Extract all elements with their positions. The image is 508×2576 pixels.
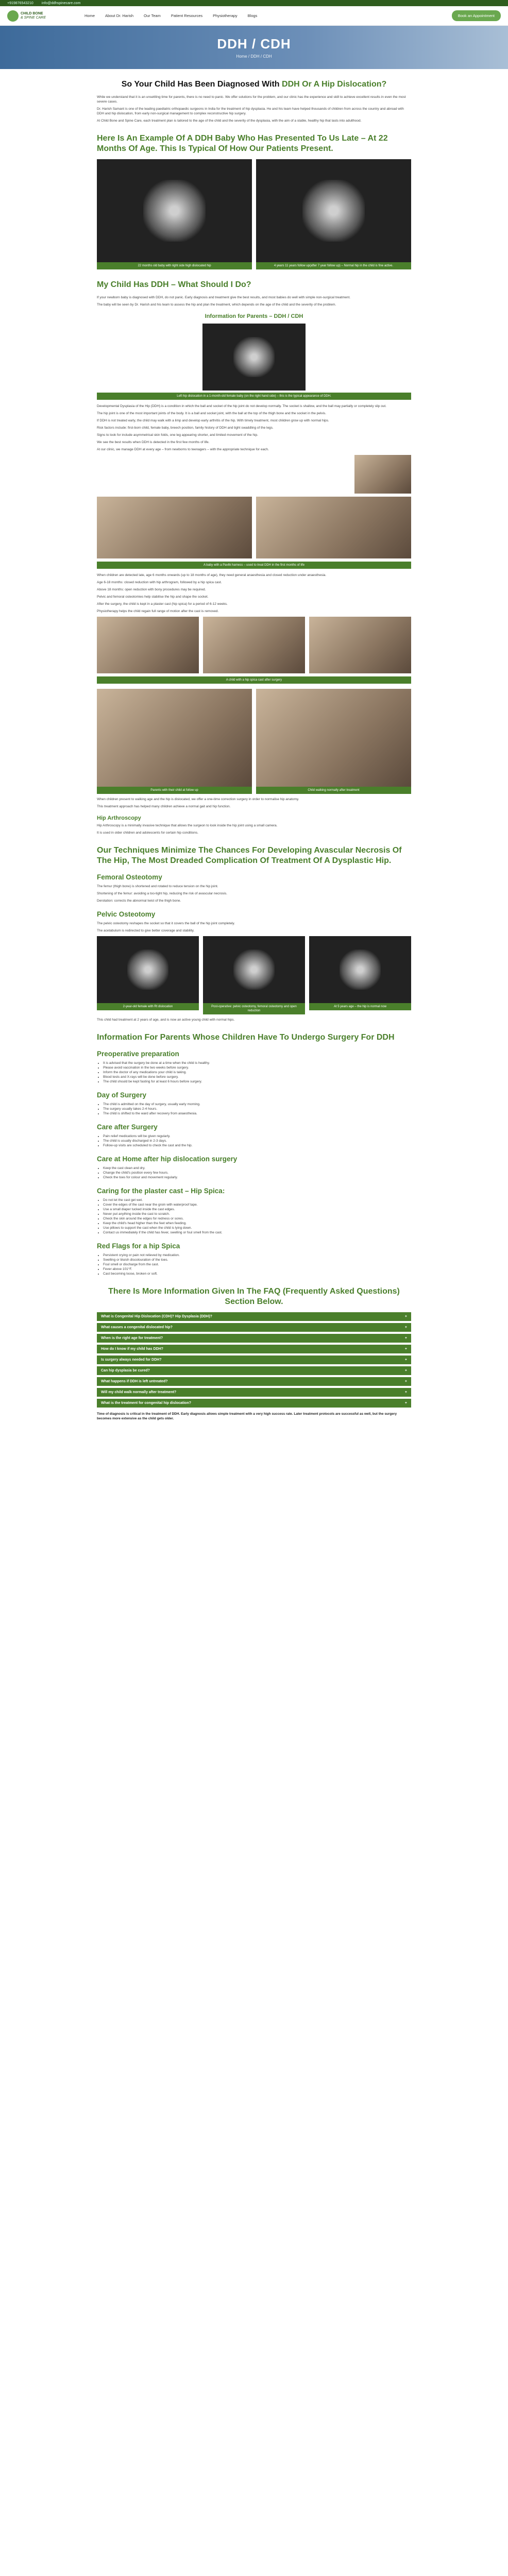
- care-after-list: [97, 1134, 411, 1148]
- arthroscopy-paragraph-1: Hip Arthroscopy is a minimally invasive technique that allows the surgeon to look inside the hip joint using a small camera.: [97, 824, 278, 827]
- plus-icon: +: [404, 1315, 407, 1318]
- baby-photo: [354, 455, 411, 494]
- arthroscopy-paragraph-2: It is used in older children and adolescents for certain hip conditions.: [97, 831, 198, 835]
- page-title: DDH / CDH: [217, 36, 291, 52]
- late-paragraph-5: After the surgery, the child is kept in a plaster cast (hip spica) for a period of 6-12 weeks.: [97, 602, 228, 606]
- example-heading: Here Is An Example Of A DDH Baby Who Has Presented To Us Late – At 22 Months Of Age. This Is Typical Of How Our Patients Present.: [97, 134, 388, 153]
- logo-mark-icon: [7, 10, 19, 22]
- list-item: • Use pillows to support the cast when the child is lying down.: [103, 1226, 411, 1230]
- list-item: • Contact us immediately if the child has fever, swelling or foul smell from the cast.: [103, 1230, 411, 1235]
- list-item: • Keep the child's head higher than the feet when feeding.: [103, 1221, 411, 1226]
- pelvic-paragraph-2: The acetabulum is redirected to give better coverage and stability.: [97, 929, 195, 933]
- care-after-heading: Care after Surgery: [97, 1123, 158, 1131]
- xray-pelvic-2: [203, 936, 305, 1003]
- followup-photo-1: [97, 689, 252, 787]
- logo-line-1: CHILD BONE: [21, 11, 43, 15]
- info-parents-heading: Information for Parents – DDH / CDH: [205, 313, 303, 319]
- main-nav: [0, 6, 508, 26]
- list-item: • The child is admitted on the day of surgery, usually early morning.: [103, 1102, 411, 1107]
- logo-line-2: & SPINE CARE: [21, 15, 46, 20]
- cast-care-list: [97, 1198, 411, 1235]
- walking-paragraph-1: When children present to walking age and the hip is dislocated, we offer a one-time correction surgery in order to normalise hip anatomy.: [97, 798, 299, 801]
- red-flags-list: [97, 1253, 411, 1276]
- late-paragraph-2: Age 6-18 months: closed reduction with hip arthrogram, followed by a hip spica cast.: [97, 581, 222, 584]
- list-item: • The child is usually discharged in 2-3 days.: [103, 1139, 411, 1143]
- plus-icon: +: [404, 1401, 407, 1405]
- list-item: • Pain relief medications will be given regularly.: [103, 1134, 411, 1139]
- xray-caption-infant: Left hip dislocation in a 1-month-old female baby (on the right hand side) – this is the typical appearance of DDH.: [97, 393, 411, 400]
- plus-icon: +: [404, 1369, 407, 1372]
- faq-item[interactable]: Will my child walk normally after treatment? +: [97, 1388, 411, 1397]
- faq-list: [97, 1312, 411, 1408]
- day-of-surgery-list: [97, 1102, 411, 1116]
- xray-pelvic-3: [309, 936, 411, 1003]
- care-home-heading: Care at Home after hip dislocation surgery: [97, 1155, 238, 1163]
- nav-item-physio[interactable]: Physiotherapy: [213, 13, 238, 18]
- preop-list: [97, 1061, 411, 1084]
- late-paragraph-1: When children are detected late, age 6 months onwards (up to 18 months of age), they need general anaesthesia and closed reduction under anaesthesia.: [97, 573, 327, 577]
- cast-care-heading: Caring for the plaster cast – Hip Spica:: [97, 1187, 225, 1195]
- list-item: • Please avoid vaccination in the two weeks before surgery.: [103, 1065, 411, 1070]
- nav-item-resources[interactable]: Patient Resources: [171, 13, 203, 18]
- phone-link[interactable]: +919876543210: [7, 1, 33, 5]
- xray-pelvic-caption-3: At 5 years age – the hip is normal now: [309, 1003, 411, 1010]
- xray-image-before: [97, 159, 252, 262]
- pelvic-result-paragraph: This child had treatment at 2 years of age, and is now an active young child with normal hips.: [97, 1018, 235, 1022]
- xray-image-after: [256, 159, 411, 262]
- nav-menu: [84, 13, 257, 18]
- day-of-surgery-heading: Day of Surgery: [97, 1091, 147, 1099]
- faq-heading: There Is More Information Given In The FAQ (Frequently Asked Questions) Section Below.: [108, 1287, 400, 1306]
- ddh-paragraph-3: If DDH is not treated early, the child may walk with a limp and develop early arthritis of the hip. With timely treatment, most children grow up with normal hips.: [97, 419, 329, 422]
- plus-icon: +: [404, 1380, 407, 1383]
- faq-item[interactable]: What happens if DDH is left untreated? +: [97, 1377, 411, 1386]
- list-item: • Persistent crying or pain not relieved by medication.: [103, 1253, 411, 1258]
- book-appointment-button[interactable]: Book an Appointment: [452, 10, 501, 21]
- list-item: • Check the toes for colour and movement regularly.: [103, 1175, 411, 1180]
- list-item: • Never put anything inside the cast to scratch.: [103, 1212, 411, 1216]
- late-paragraph-6: Physiotherapy helps the child regain full range of motion after the cast is removed.: [97, 609, 219, 613]
- faq-item[interactable]: What is Congenital Hip Dislocation (CDH)? Hip Dysplasia (DDH)? +: [97, 1312, 411, 1321]
- list-item: • Blood tests and X-rays will be done before surgery.: [103, 1075, 411, 1079]
- preop-heading: Preoperative preparation: [97, 1050, 179, 1058]
- faq-item[interactable]: When is the right age for treatment? +: [97, 1334, 411, 1343]
- xray-caption-after: 4 years 11 years follow up(after 7 year follow up) – Normal hip in the child is fine active.: [256, 262, 411, 269]
- list-item: • Check the skin around the edges for redness or sores.: [103, 1216, 411, 1221]
- list-item: • Fever above 101°F.: [103, 1267, 411, 1272]
- faq-item[interactable]: What causes a congenital dislocated hip? +: [97, 1323, 411, 1332]
- faq-item[interactable]: Is surgery always needed for DDH? +: [97, 1355, 411, 1364]
- intro-paragraph-2: Dr. Harish Samant is one of the leading paediatric orthopaedic surgeons in India for the treatment of hip dysplasia. He and his team have helped thousands of children from across the country and abroad with DDH and hip dislocation, from early non-surgical management to complex reconstructive hip surgery.: [97, 107, 404, 115]
- xray-caption-before: 22 months old baby with right side high dislocated hip: [97, 262, 252, 269]
- ddh-paragraph-4: Risk factors include: first-born child, female baby, breech position, family history of DDH and tight swaddling of the legs.: [97, 426, 274, 430]
- faq-item[interactable]: How do I know if my child has DDH? +: [97, 1345, 411, 1353]
- breadcrumb: Home / DDH / CDH: [236, 54, 272, 59]
- surgery-photo-1: [97, 617, 199, 673]
- site-logo[interactable]: [7, 9, 64, 23]
- intro-paragraph-3: At Child Bone and Spine Care, each treatment plan is tailored to the age of the child and the severity of the dysplasia, with the aim of a stable, healthy hip that lasts into adulthood.: [97, 119, 362, 123]
- followup-photo-2: [256, 689, 411, 787]
- ddh-paragraph-7: At our clinic, we manage DDH at every age – from newborns to teenagers – with the appropriate technique for each.: [97, 448, 269, 451]
- what-to-do-paragraph-1: If your newborn baby is diagnosed with DDH, do not panic. Early diagnosis and treatment give the best results, and most babies do well with simple non-surgical treatment.: [97, 296, 351, 299]
- xray-pelvic-caption-2: Post-operative: pelvic osteotomy, femoral osteotomy and open reduction: [203, 1003, 305, 1014]
- ddh-paragraph-5: Signs to look for include asymmetrical skin folds, one leg appearing shorter, and limited movement of the hip.: [97, 433, 258, 437]
- femoral-paragraph-2: Shortening of the femur: avoiding a too-tight hip, reducing the risk of avascular necrosis.: [97, 892, 227, 895]
- late-paragraph-4: Pelvic and femoral osteotomies help stabilise the hip and shape the socket.: [97, 595, 209, 599]
- xray-image-infant: [202, 324, 306, 391]
- surgery-info-heading: Information For Parents Whose Children Have To Undergo Surgery For DDH: [97, 1033, 395, 1042]
- followup-caption-2: Child walking normally after treatment: [256, 787, 411, 794]
- faq-item[interactable]: Can hip dysplasia be cured? +: [97, 1366, 411, 1375]
- arthroscopy-heading: Hip Arthroscopy: [97, 815, 141, 821]
- surgery-photo-3: [309, 617, 411, 673]
- plus-icon: +: [404, 1336, 407, 1340]
- pelvic-heading: Pelvic Osteotomy: [97, 910, 156, 918]
- list-item: • The child is shifted to the ward after recovery from anaesthesia.: [103, 1111, 411, 1116]
- list-item: • Cast becoming loose, broken or soft.: [103, 1272, 411, 1276]
- what-to-do-heading: My Child Has DDH – What Should I Do?: [97, 280, 251, 289]
- harness-photo-2: [256, 497, 411, 558]
- femoral-paragraph-1: The femur (thigh bone) is shortened and rotated to reduce tension on the hip joint.: [97, 885, 218, 888]
- nav-item-blogs[interactable]: Blogs: [247, 13, 258, 18]
- intro-paragraph-1: While we understand that it is an unsettling time for parents, there is no need to panic. We offer solutions for the problem, and our clinic has the experience and skill to achieve excellent results in even the most severe cases.: [97, 95, 406, 104]
- page-hero: [0, 26, 508, 69]
- plus-icon: +: [404, 1347, 407, 1351]
- techniques-heading: Our Techniques Minimize The Chances For Developing Avascular Necrosis Of The Hip, The Most Dreaded Complication Of Treatment Of A Dysplastic Hip.: [97, 846, 402, 865]
- plus-icon: +: [404, 1391, 407, 1394]
- top-bar: [0, 0, 508, 6]
- list-item: • Use a small diaper tucked inside the cast edges.: [103, 1207, 411, 1212]
- spica-caption: A child with a hip spica cast after surgery: [97, 676, 411, 684]
- walking-paragraph-2: This treatment approach has helped many children achieve a normal gait and hip function.: [97, 805, 231, 808]
- intro-heading: So Your Child Has Been Diagnosed With DDH Or A Hip Dislocation?: [121, 80, 387, 89]
- harness-caption: A baby with a Pavlik harness – used to treat DDH in the first months of life: [97, 562, 411, 569]
- ddh-paragraph-6: We see the best results when DDH is detected in the first few months of life.: [97, 440, 210, 444]
- xray-pelvic-caption-1: 2-year-old female with Rt dislocation: [97, 1003, 199, 1010]
- xray-pelvic-1: [97, 936, 199, 1003]
- plus-icon: +: [404, 1358, 407, 1362]
- femoral-heading: Femoral Osteotomy: [97, 873, 162, 881]
- email-link[interactable]: info@ddhspinecare.com: [41, 1, 81, 5]
- list-item: • Swelling or bluish discolouration of the toes.: [103, 1258, 411, 1262]
- list-item: • The child should be kept fasting for at least 6 hours before surgery.: [103, 1079, 411, 1084]
- list-item: • Keep the cast clean and dry.: [103, 1166, 411, 1171]
- followup-caption-1: Parents with their child at follow up: [97, 787, 252, 794]
- surgery-photo-2: [203, 617, 305, 673]
- red-flags-heading: Red Flags for a hip Spica: [97, 1242, 180, 1250]
- nav-item-team[interactable]: Our Team: [144, 13, 161, 18]
- closing-paragraph: Time of diagnosis is critical in the treatment of DDH. Early diagnosis allows simple treatment with a very high success rate. Later treatment protocols are successful as well, but the surgery becomes more extensive as the child gets older.: [97, 1412, 397, 1420]
- what-to-do-paragraph-2: The baby will be seen by Dr. Harish and his team to assess the hip and plan the treatment, which depends on the age of the child and the severity of the problem.: [97, 303, 336, 307]
- nav-item-home[interactable]: Home: [84, 13, 95, 18]
- faq-item[interactable]: What is the treatment for congenital hip dislocation? +: [97, 1399, 411, 1408]
- late-paragraph-3: Above 18 months: open reduction with bony procedures may be required.: [97, 588, 206, 591]
- list-item: • Follow-up visits are scheduled to check the cast and the hip.: [103, 1143, 411, 1148]
- list-item: • Cover the edges of the cast near the groin with waterproof tape.: [103, 1202, 411, 1207]
- ddh-paragraph-1: Developmental Dysplasia of the Hip (DDH) is a condition in which the ball and socket of the hip joint do not develop normally. The socket is shallow, and the ball may partially or completely slip out.: [97, 404, 386, 408]
- plus-icon: +: [404, 1326, 407, 1329]
- pelvic-paragraph-1: The pelvic osteotomy reshapes the socket so that it covers the ball of the hip joint completely.: [97, 922, 235, 925]
- care-home-list: [97, 1166, 411, 1180]
- list-item: • Do not let the cast get wet.: [103, 1198, 411, 1202]
- list-item: • Change the child's position every few hours.: [103, 1171, 411, 1175]
- nav-item-about[interactable]: About Dr. Harish: [105, 13, 134, 18]
- harness-photo-1: [97, 497, 252, 558]
- list-item: • Inform the doctor of any medications your child is taking.: [103, 1070, 411, 1075]
- femoral-paragraph-3: Derotation: corrects the abnormal twist of the thigh bone.: [97, 899, 181, 903]
- list-item: • It is advised that the surgery be done at a time when the child is healthy.: [103, 1061, 411, 1065]
- list-item: • The surgery usually takes 2-4 hours.: [103, 1107, 411, 1111]
- list-item: • Foul smell or discharge from the cast.: [103, 1262, 411, 1267]
- ddh-paragraph-2: The hip joint is one of the most important joints of the body. It is a ball and socket joint, with the ball at the top of the thigh bone and the socket in the pelvis.: [97, 412, 327, 415]
